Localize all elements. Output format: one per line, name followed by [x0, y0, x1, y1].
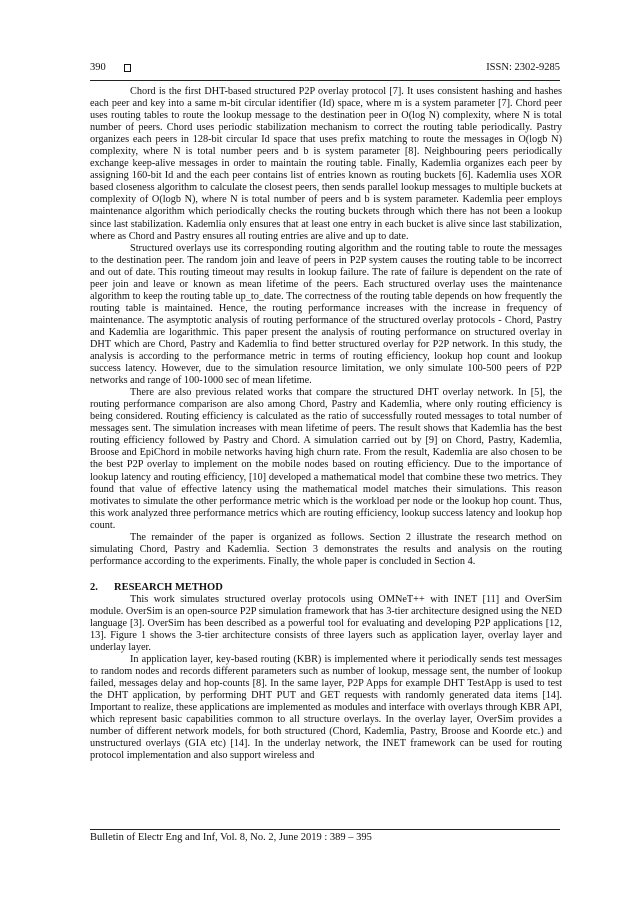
issn-label: ISSN: 2302-9285	[486, 62, 560, 73]
journal-citation: Bulletin of Electr Eng and Inf, Vol. 8, No. 2, June 2019 : 389 – 395	[90, 832, 372, 843]
paragraph: In application layer, key-based routing (KBR) is implemented where it periodically sends test messages to random nodes and records different parameters such as number of lookup, message sent, the number of lookup failed, messages delay and hop-counts [8]. In the same layer, P2P Apps for example DHT TestApp is used to test the DHT application, by performing DHT PUT and GET requests with randomly generated data items [14]. Important to realize, these applications are implemented as modules and interface with overlays through KBR API, which represent basic capabilities common to all structure overlays. In the overlay layer, OverSim provides a number of different network models, for both structured (Chord, Kademlia, Pastry, Broose and Koorde etc.) and unstructured overlays (GIA etc) [14]. In the underlay network, the INET framework can be used for routing protocol implementation and also support wireless and	[90, 654, 562, 762]
paragraph: This work simulates structured overlay protocols using OMNeT++ with INET [11] and OverSim module. OverSim is an open-source P2P simulation framework that has 3-tier architecture designed using the NED language [3]. OverSim has been described as a powerful tool for evaluating and developing P2P applications [12, 13]. Figure 1 shows the 3-tier architecture consists of three layers such as application layer, overlay layer and underlay layer.	[90, 593, 562, 654]
square-icon	[124, 64, 131, 72]
section-heading	[90, 582, 562, 594]
paragraph: Structured overlays use its corresponding routing algorithm and the routing table to route the messages to the destination peer. The random join and leave of peers in P2P system causes the routing table to be incorrect and out of date. This routing timeout may results in lookup failure. The rate of failure is dependent on the rate of peer join and leave or known as mean lifetime of the peers. Each structured overlay uses the maintenance algorithm to keep the routing table up_to_date. The correctness of the routing table depends on how frequently the routing table is maintained. Hence, the routing performance increases with the increase in frequency of maintenance. The asymptotic analysis of routing performance of the structured overlay protocols - Chord, Pastry and Kademlia are logarithmic. This paper present the analysis of routing performance on structured overlay in DHT which are Chord, Pastry and Kademlia to find better structured overlay for P2P network. In this study, the analysis is according to the performance metric in terms of routing efficiency, lookup hop count and lookup success latency. However, due to the simulation resource limitation, we only simulate 100-500 peers of P2P networks and range of 100-1000 sec of mean lifetime.	[90, 242, 562, 387]
paragraph: Chord is the first DHT-based structured P2P overlay protocol [7]. It uses consistent hashing and hashes each peer and key into a same m-bit circular identifier (Id) space, where m is a system parameter [7]. Chord peer uses routing tables to route the lookup message to the destination peer in O(log N) complexity, where N is total number of peers. Chord uses periodic stabilization mechanism to correct the routing table periodically. Pastry organizes each peers in 128-bit circular Id space that uses prefix matching to route the messages in O(logb N) complexity, where N is total number peers and b is system parameter [8]. Neighbouring peers periodically exchange keep-alive messages in order to maintain the routing table. Finally, Kademlia organizes each peer by assigning 160-bit Id and the each peer contains list of entries known as routing buckets [6]. Kademlia uses XOR based closeness algorithm to calculate the closest peers, then sends parallel lookup messages to multiple buckets at complexity of O(logb N), where N is total number of peers and b is system parameter. Kademlia peer employs maintenance algorithm which periodically checks the routing buckets through which there has not been a lookup since last stabilization. Kademlia only ensures that at least one entry in each bucket is alive since last stabilization, where as Chord and Pastry ensures all routing entries are alive and up to date.	[90, 86, 562, 242]
footer-rule	[90, 829, 560, 830]
article-body	[90, 86, 562, 763]
header-rule	[90, 80, 560, 81]
section-number: 2.	[90, 581, 98, 593]
page-header	[90, 62, 560, 78]
section-title: RESEARCH METHOD	[114, 581, 223, 593]
page-number: 390	[90, 62, 106, 73]
paragraph: There are also previous related works that compare the structured DHT overlay network. In [5], the routing performance comparison are also among Chord, Pastry and Kademlia, where only routing efficiency is being considered. Routing efficiency is calculated as the ratio of successfully routed messages to total number of messages sent. The simulation increases with mean lifetime of peers. The result shows that Kademlia has the best routing efficiency followed by Pastry and Chord. A simulation carried out by [9] on Chord, Pastry, Kademlia, Broose and EpiChord in mobile networks having high churn rate. From the result, Kademlia are also chosen to be the best P2P overlay to implement on the mobile nodes based on routing efficiency. Due to the importance of lookup latency and routing efficiency, [10] developed a mathematical model that combine these two metrics. They found that value of effective latency using the mathematical model matches their simulations. This reason motivates to simulate the other performance metric which is the workload per node or the lookup hop count. Thus, this work analyzed three performance metrics which are routing efficiency, lookup success latency and lookup hop count.	[90, 387, 562, 531]
paragraph: The remainder of the paper is organized as follows. Section 2 illustrate the research method on simulating Chord, Pastry and Kademlia. Section 3 demonstrates the results and analysis on the routing performance according to the experiments. Finally, the whole paper is concluded in Section 4.	[90, 531, 562, 567]
